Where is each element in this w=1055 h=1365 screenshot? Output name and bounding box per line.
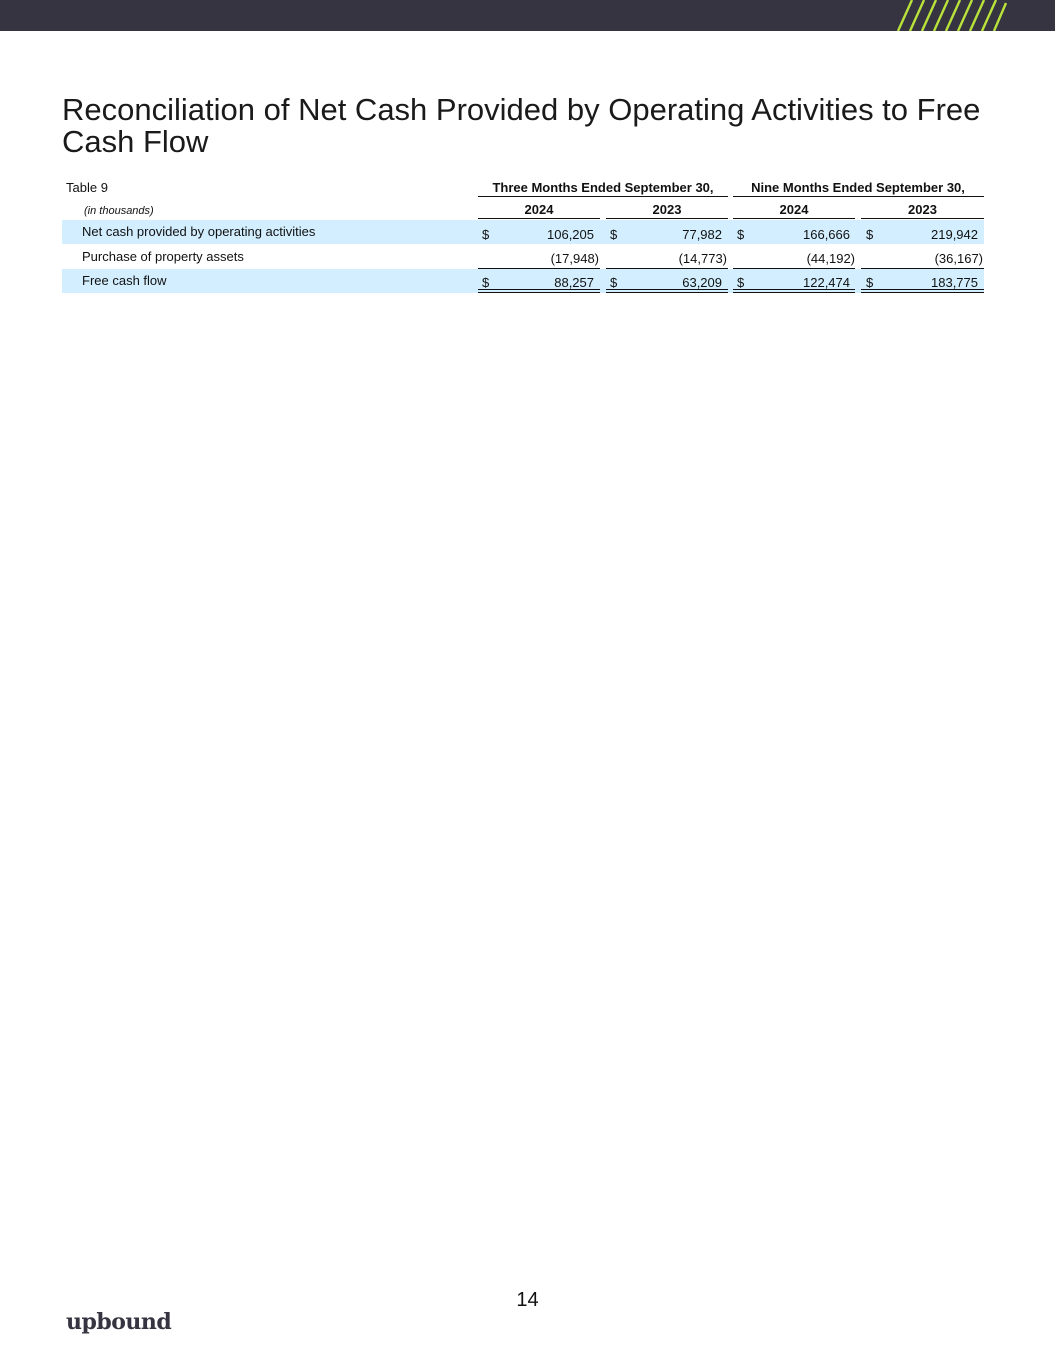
table-cell: 122,474 xyxy=(803,275,850,290)
row-label-operating-cash: Net cash provided by operating activities xyxy=(82,224,316,239)
year-header: 2023 xyxy=(908,202,937,217)
total-double-rule xyxy=(861,289,984,293)
year-header-rule xyxy=(478,218,600,219)
table-cell: 63,209 xyxy=(682,275,722,290)
total-double-rule xyxy=(478,289,600,293)
table-cell: (14,773) xyxy=(678,251,727,266)
table-cell: 166,666 xyxy=(803,227,850,242)
row-label-property-assets: Purchase of property assets xyxy=(82,249,244,264)
currency-symbol: $ xyxy=(866,275,874,290)
currency-symbol: $ xyxy=(866,227,874,242)
currency-symbol: $ xyxy=(482,275,490,290)
year-header-rule xyxy=(606,218,728,219)
total-double-rule xyxy=(733,289,855,293)
page-number: 14 xyxy=(516,1289,539,1311)
top-banner xyxy=(0,0,1055,31)
table-cell: 88,257 xyxy=(554,275,594,290)
table-cell: 183,775 xyxy=(931,275,978,290)
page-title: Reconciliation of Net Cash Provided by Operating Activities to Free Cash Flow xyxy=(62,92,981,159)
currency-symbol: $ xyxy=(737,275,745,290)
table-cell: 219,942 xyxy=(931,227,978,242)
year-header-rule xyxy=(861,218,984,219)
decorative-stripes-icon xyxy=(0,0,1055,31)
total-double-rule xyxy=(606,289,728,293)
table-cell: 77,982 xyxy=(682,227,722,242)
table-label: Table 9 xyxy=(66,180,108,195)
table-cell: (36,167) xyxy=(934,251,983,266)
year-header-rule xyxy=(733,218,855,219)
year-header: 2023 xyxy=(652,202,682,217)
group-header-rule xyxy=(733,196,984,197)
year-header: 2024 xyxy=(779,202,809,217)
year-header: 2024 xyxy=(524,202,554,217)
units-note: (in thousands) xyxy=(84,205,154,217)
table-cell: (17,948) xyxy=(550,251,599,266)
group-header-three-months: Three Months Ended September 30, xyxy=(492,180,714,195)
group-header-rule xyxy=(478,196,728,197)
currency-symbol: $ xyxy=(610,275,618,290)
currency-symbol: $ xyxy=(610,227,618,242)
currency-symbol: $ xyxy=(737,227,745,242)
brand-logo: upbound xyxy=(66,1309,172,1335)
row-label-free-cash-flow: Free cash flow xyxy=(82,273,167,288)
table-cell: (44,192) xyxy=(806,251,855,266)
currency-symbol: $ xyxy=(482,227,490,242)
group-header-nine-months: Nine Months Ended September 30, xyxy=(751,180,965,195)
table-cell: 106,205 xyxy=(547,227,594,242)
